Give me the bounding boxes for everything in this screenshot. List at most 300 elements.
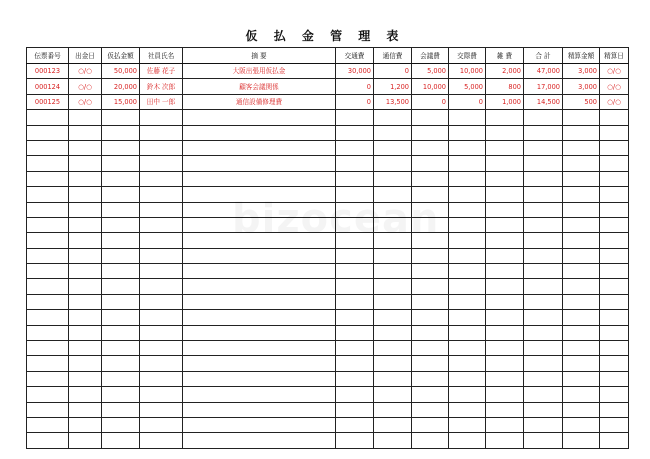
cell-memo — [183, 264, 336, 279]
cell-employee: 田中 一郎 — [140, 94, 183, 109]
cell-employee — [140, 417, 183, 432]
cell-slip — [27, 217, 69, 232]
cell-transport: 0 — [336, 79, 374, 94]
table-row — [27, 187, 629, 202]
cell-advance — [102, 310, 140, 325]
cell-misc — [486, 371, 524, 386]
cell-employee — [140, 156, 183, 171]
cell-date — [69, 125, 102, 140]
cell-advance — [102, 125, 140, 140]
cell-memo — [183, 356, 336, 371]
cell-misc: 1,000 — [486, 94, 524, 109]
cell-employee — [140, 187, 183, 202]
cell-entertainment — [449, 387, 486, 402]
cell-slip — [27, 371, 69, 386]
cell-communication: 1,200 — [374, 79, 412, 94]
cell-misc — [486, 140, 524, 155]
cell-employee — [140, 310, 183, 325]
cell-communication — [374, 433, 412, 448]
cell-total: 14,500 — [524, 94, 563, 109]
cell-settle-date — [600, 233, 629, 248]
cell-meeting — [412, 217, 449, 232]
col-header-settled: 精算金額 — [563, 48, 600, 64]
cell-employee — [140, 171, 183, 186]
cell-settle-date — [600, 371, 629, 386]
col-header-meeting: 会議費 — [412, 48, 449, 64]
cell-total — [524, 264, 563, 279]
cell-slip — [27, 310, 69, 325]
cell-misc — [486, 233, 524, 248]
cell-entertainment — [449, 125, 486, 140]
cell-date — [69, 264, 102, 279]
cell-memo — [183, 433, 336, 448]
cell-meeting — [412, 187, 449, 202]
cell-communication — [374, 402, 412, 417]
cell-advance: 15,000 — [102, 94, 140, 109]
header-row — [27, 48, 629, 64]
col-header-employee: 社員氏名 — [140, 48, 183, 64]
cell-advance — [102, 202, 140, 217]
cell-date — [69, 156, 102, 171]
cell-entertainment — [449, 325, 486, 340]
cell-misc — [486, 341, 524, 356]
cell-settled — [563, 171, 600, 186]
cell-entertainment — [449, 433, 486, 448]
cell-slip — [27, 171, 69, 186]
cell-settled — [563, 356, 600, 371]
cell-total — [524, 387, 563, 402]
cell-settled: 3,000 — [563, 64, 600, 79]
cell-slip: 000123 — [27, 64, 69, 79]
cell-settle-date — [600, 264, 629, 279]
cell-memo: 顧客会議関係 — [183, 79, 336, 94]
cell-total: 47,000 — [524, 64, 563, 79]
cell-communication — [374, 248, 412, 263]
cell-settled — [563, 233, 600, 248]
cell-communication — [374, 264, 412, 279]
cell-total — [524, 217, 563, 232]
cell-settle-date — [600, 110, 629, 125]
cell-memo: 通信設備修理費 — [183, 94, 336, 109]
cell-meeting — [412, 264, 449, 279]
cell-employee — [140, 140, 183, 155]
cell-employee — [140, 248, 183, 263]
cell-total — [524, 371, 563, 386]
cell-communication — [374, 233, 412, 248]
cell-advance — [102, 356, 140, 371]
cell-date — [69, 217, 102, 232]
cell-transport — [336, 294, 374, 309]
cell-settle-date: ○/○ — [600, 64, 629, 79]
table-row — [27, 294, 629, 309]
cell-settled — [563, 248, 600, 263]
cell-entertainment — [449, 417, 486, 432]
cell-advance — [102, 140, 140, 155]
cell-settled — [563, 187, 600, 202]
cell-entertainment — [449, 294, 486, 309]
cell-communication — [374, 125, 412, 140]
cell-date — [69, 387, 102, 402]
cell-employee — [140, 125, 183, 140]
cell-total: 17,000 — [524, 79, 563, 94]
cell-entertainment — [449, 279, 486, 294]
cell-communication — [374, 310, 412, 325]
cell-total — [524, 125, 563, 140]
cell-total — [524, 279, 563, 294]
cell-slip — [27, 341, 69, 356]
cell-settle-date — [600, 417, 629, 432]
cell-employee — [140, 233, 183, 248]
cell-date: ○/○ — [69, 64, 102, 79]
cell-settled — [563, 294, 600, 309]
cell-memo: 大阪出張用仮払金 — [183, 64, 336, 79]
cell-employee — [140, 325, 183, 340]
cell-total — [524, 140, 563, 155]
cell-memo — [183, 325, 336, 340]
table-row — [27, 64, 629, 79]
cell-settled — [563, 140, 600, 155]
col-header-misc: 雑 費 — [486, 48, 524, 64]
cell-entertainment — [449, 140, 486, 155]
table-row — [27, 171, 629, 186]
cell-slip — [27, 187, 69, 202]
cell-memo — [183, 402, 336, 417]
advance-ledger-table — [26, 47, 629, 449]
cell-communication — [374, 171, 412, 186]
cell-settled — [563, 202, 600, 217]
cell-total — [524, 356, 563, 371]
cell-settle-date — [600, 202, 629, 217]
cell-meeting — [412, 233, 449, 248]
cell-employee — [140, 371, 183, 386]
cell-settled — [563, 402, 600, 417]
cell-transport — [336, 371, 374, 386]
cell-transport — [336, 310, 374, 325]
cell-memo — [183, 294, 336, 309]
table-row — [27, 310, 629, 325]
cell-date — [69, 233, 102, 248]
cell-misc — [486, 356, 524, 371]
cell-misc — [486, 279, 524, 294]
cell-misc: 800 — [486, 79, 524, 94]
cell-advance: 20,000 — [102, 79, 140, 94]
cell-settle-date — [600, 279, 629, 294]
cell-settle-date — [600, 341, 629, 356]
cell-settle-date: ○/○ — [600, 94, 629, 109]
cell-advance — [102, 156, 140, 171]
cell-slip — [27, 264, 69, 279]
cell-total — [524, 310, 563, 325]
cell-communication: 0 — [374, 64, 412, 79]
table-row — [27, 140, 629, 155]
cell-settle-date — [600, 402, 629, 417]
cell-meeting: 5,000 — [412, 64, 449, 79]
cell-settled — [563, 156, 600, 171]
cell-meeting — [412, 387, 449, 402]
cell-transport — [336, 264, 374, 279]
cell-transport — [336, 387, 374, 402]
cell-memo — [183, 341, 336, 356]
cell-meeting — [412, 433, 449, 448]
cell-date — [69, 171, 102, 186]
cell-meeting — [412, 294, 449, 309]
cell-advance — [102, 371, 140, 386]
cell-entertainment — [449, 233, 486, 248]
cell-date — [69, 110, 102, 125]
cell-advance — [102, 417, 140, 432]
cell-settled — [563, 110, 600, 125]
cell-entertainment — [449, 217, 486, 232]
cell-total — [524, 156, 563, 171]
table-row — [27, 156, 629, 171]
cell-communication — [374, 387, 412, 402]
cell-settled: 500 — [563, 94, 600, 109]
cell-settle-date — [600, 171, 629, 186]
cell-transport — [336, 217, 374, 232]
cell-transport — [336, 156, 374, 171]
table-row — [27, 417, 629, 432]
cell-settle-date — [600, 325, 629, 340]
cell-meeting — [412, 356, 449, 371]
cell-entertainment — [449, 310, 486, 325]
cell-total — [524, 341, 563, 356]
cell-settle-date — [600, 187, 629, 202]
cell-date: ○/○ — [69, 94, 102, 109]
cell-total — [524, 417, 563, 432]
cell-meeting — [412, 125, 449, 140]
cell-slip — [27, 325, 69, 340]
cell-misc — [486, 125, 524, 140]
cell-slip — [27, 356, 69, 371]
cell-date — [69, 310, 102, 325]
cell-misc — [486, 294, 524, 309]
cell-entertainment: 0 — [449, 94, 486, 109]
cell-advance — [102, 433, 140, 448]
cell-misc — [486, 387, 524, 402]
cell-meeting — [412, 341, 449, 356]
cell-slip — [27, 233, 69, 248]
cell-transport — [336, 279, 374, 294]
cell-communication — [374, 371, 412, 386]
table-row — [27, 279, 629, 294]
cell-transport — [336, 433, 374, 448]
cell-communication — [374, 217, 412, 232]
cell-date — [69, 140, 102, 155]
cell-misc — [486, 248, 524, 263]
cell-employee — [140, 294, 183, 309]
cell-memo — [183, 371, 336, 386]
cell-total — [524, 110, 563, 125]
cell-communication — [374, 279, 412, 294]
cell-communication — [374, 294, 412, 309]
cell-misc — [486, 171, 524, 186]
cell-meeting — [412, 171, 449, 186]
cell-settled — [563, 371, 600, 386]
cell-employee — [140, 202, 183, 217]
cell-total — [524, 187, 563, 202]
cell-meeting — [412, 248, 449, 263]
cell-slip — [27, 248, 69, 263]
cell-settle-date — [600, 125, 629, 140]
cell-entertainment — [449, 341, 486, 356]
cell-communication: 13,500 — [374, 94, 412, 109]
cell-settle-date — [600, 433, 629, 448]
cell-transport — [336, 248, 374, 263]
cell-meeting — [412, 279, 449, 294]
col-header-communication: 通信費 — [374, 48, 412, 64]
cell-transport — [336, 140, 374, 155]
cell-slip — [27, 140, 69, 155]
table-row — [27, 202, 629, 217]
cell-communication — [374, 110, 412, 125]
table-row — [27, 356, 629, 371]
cell-advance — [102, 110, 140, 125]
cell-advance — [102, 233, 140, 248]
cell-settle-date: ○/○ — [600, 79, 629, 94]
cell-settled — [563, 264, 600, 279]
cell-employee — [140, 217, 183, 232]
table-row — [27, 233, 629, 248]
cell-entertainment — [449, 171, 486, 186]
cell-advance: 50,000 — [102, 64, 140, 79]
cell-meeting: 10,000 — [412, 79, 449, 94]
cell-date — [69, 371, 102, 386]
col-header-entertainment: 交際費 — [449, 48, 486, 64]
cell-misc — [486, 402, 524, 417]
cell-settle-date — [600, 156, 629, 171]
cell-date — [69, 202, 102, 217]
cell-memo — [183, 171, 336, 186]
cell-entertainment — [449, 156, 486, 171]
cell-communication — [374, 156, 412, 171]
cell-advance — [102, 402, 140, 417]
cell-meeting — [412, 156, 449, 171]
cell-memo — [183, 156, 336, 171]
cell-transport — [336, 187, 374, 202]
table-row — [27, 79, 629, 94]
cell-date — [69, 356, 102, 371]
col-header-transport: 交通費 — [336, 48, 374, 64]
cell-misc — [486, 433, 524, 448]
cell-misc — [486, 310, 524, 325]
cell-date — [69, 433, 102, 448]
cell-employee — [140, 341, 183, 356]
cell-communication — [374, 341, 412, 356]
cell-meeting — [412, 140, 449, 155]
cell-slip — [27, 417, 69, 432]
cell-misc — [486, 325, 524, 340]
cell-misc — [486, 110, 524, 125]
cell-slip: 000124 — [27, 79, 69, 94]
cell-slip: 000125 — [27, 94, 69, 109]
table-row — [27, 371, 629, 386]
cell-entertainment — [449, 202, 486, 217]
cell-slip — [27, 156, 69, 171]
cell-memo — [183, 417, 336, 432]
cell-misc — [486, 264, 524, 279]
col-header-slip: 伝票番号 — [27, 48, 69, 64]
cell-transport — [336, 202, 374, 217]
cell-entertainment — [449, 402, 486, 417]
cell-employee: 佐藤 花子 — [140, 64, 183, 79]
cell-slip — [27, 402, 69, 417]
cell-total — [524, 248, 563, 263]
cell-misc — [486, 417, 524, 432]
cell-misc: 2,000 — [486, 64, 524, 79]
cell-date — [69, 248, 102, 263]
cell-employee — [140, 433, 183, 448]
cell-memo — [183, 217, 336, 232]
table-row — [27, 248, 629, 263]
cell-memo — [183, 202, 336, 217]
cell-settle-date — [600, 310, 629, 325]
cell-date — [69, 279, 102, 294]
cell-total — [524, 233, 563, 248]
cell-settled — [563, 387, 600, 402]
cell-memo — [183, 248, 336, 263]
cell-entertainment — [449, 187, 486, 202]
table-row — [27, 110, 629, 125]
cell-employee — [140, 264, 183, 279]
cell-misc — [486, 156, 524, 171]
cell-transport: 30,000 — [336, 64, 374, 79]
cell-transport — [336, 110, 374, 125]
cell-total — [524, 171, 563, 186]
cell-total — [524, 325, 563, 340]
table-row — [27, 264, 629, 279]
cell-transport — [336, 417, 374, 432]
cell-employee — [140, 279, 183, 294]
cell-settled — [563, 433, 600, 448]
cell-advance — [102, 264, 140, 279]
table-row — [27, 325, 629, 340]
table-row — [27, 125, 629, 140]
cell-entertainment — [449, 264, 486, 279]
cell-entertainment: 10,000 — [449, 64, 486, 79]
cell-communication — [374, 325, 412, 340]
cell-settle-date — [600, 217, 629, 232]
cell-meeting — [412, 402, 449, 417]
cell-memo — [183, 110, 336, 125]
cell-settled — [563, 279, 600, 294]
cell-date — [69, 325, 102, 340]
table-row — [27, 217, 629, 232]
cell-communication — [374, 187, 412, 202]
cell-advance — [102, 279, 140, 294]
table-row — [27, 387, 629, 402]
cell-communication — [374, 140, 412, 155]
cell-misc — [486, 202, 524, 217]
cell-employee: 鈴木 次郎 — [140, 79, 183, 94]
cell-advance — [102, 248, 140, 263]
cell-employee — [140, 356, 183, 371]
table-row — [27, 402, 629, 417]
cell-memo — [183, 125, 336, 140]
cell-meeting — [412, 310, 449, 325]
cell-settle-date — [600, 356, 629, 371]
cell-employee — [140, 387, 183, 402]
cell-settled — [563, 417, 600, 432]
cell-transport — [336, 402, 374, 417]
cell-slip — [27, 110, 69, 125]
cell-entertainment — [449, 356, 486, 371]
cell-misc — [486, 217, 524, 232]
page-title: 仮 払 金 管 理 表 — [245, 29, 405, 43]
cell-total — [524, 202, 563, 217]
cell-meeting — [412, 325, 449, 340]
cell-transport — [336, 125, 374, 140]
cell-meeting — [412, 417, 449, 432]
